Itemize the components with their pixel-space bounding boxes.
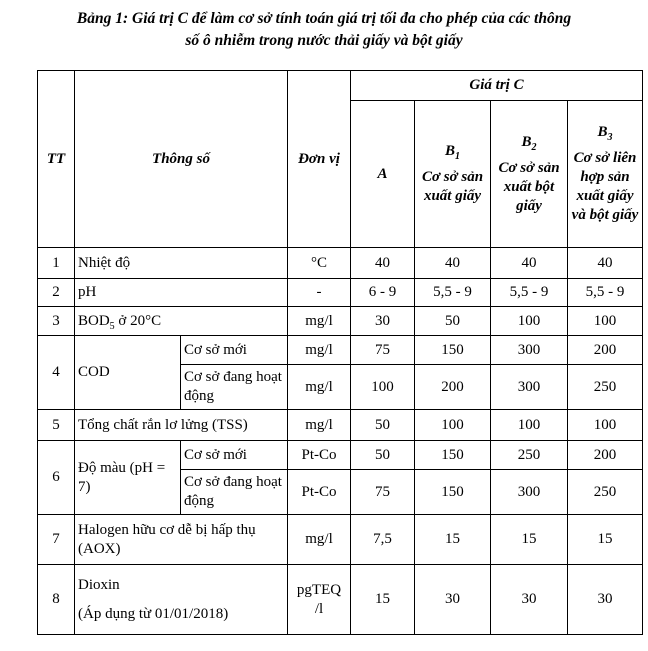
header-b2-desc: Cơ sở sản xuất bột giấy <box>498 159 560 214</box>
table-row: 7 Halogen hữu cơ dễ bị hấp thụ (AOX) mg/l 7,5 15 15 15 <box>38 515 643 565</box>
header-row-1 <box>38 71 643 101</box>
dioxin-param: Dioxin (Áp dụng từ 01/01/2018) <box>75 565 288 635</box>
bod5-param: $BOD_5$ ở 20°C <box>75 307 288 336</box>
caption-line-2: số ô nhiễm trong nước thải giấy và bột giấy <box>185 32 463 49</box>
header-tt: TT <box>38 71 75 248</box>
table-caption <box>0 8 648 52</box>
caption-line-1: Bảng 1: Giá trị C để làm cơ sở tính toán giá trị tối đa cho phép của các thông <box>76 10 572 27</box>
dioxin-unit: pgTEQ /l <box>288 565 351 635</box>
table-row: 5 Tổng chất rắn lơ lửng (TSS) mg/l 50 100 100 100 <box>38 410 643 441</box>
table-row: 1 Nhiệt độ °C 40 40 40 40 <box>38 248 643 279</box>
table-row: Cơ sở đang hoạt động Pt-Co 75 150 300 250 <box>38 470 643 515</box>
header-b3-desc: Cơ sở liên hợp sản xuất giấy và bột giấy <box>571 150 639 223</box>
header-b3: $B_3$ Cơ sở liên hợp sản xuất giấy và bột giấy <box>568 101 643 248</box>
header-a: A <box>351 101 415 248</box>
table-row: 8 Dioxin (Áp dụng từ 01/01/2018) pgTEQ /l 15 30 30 30 <box>38 565 643 635</box>
header-c-value: Giá trị C <box>351 71 643 101</box>
table-row: 4 COD Cơ sở mới mg/l 75 150 300 200 <box>38 336 643 365</box>
header-b1: $B_1$ Cơ sở sản xuất giấy <box>415 101 491 248</box>
header-b1-desc: Cơ sở sản xuất giấy <box>421 169 484 204</box>
pollutant-c-value-table <box>37 70 643 635</box>
header-b2: $B_2$ Cơ sở sản xuất bột giấy <box>491 101 568 248</box>
table-row: Cơ sở đang hoạt động mg/l 100 200 300 250 <box>38 365 643 410</box>
table-row: 2 pH - 6 - 9 5,5 - 9 5,5 - 9 5,5 - 9 <box>38 279 643 307</box>
header-unit: Đơn vị <box>288 71 351 248</box>
header-param: Thông số <box>75 71 288 248</box>
table-row: 3 $BOD_5$ ở 20°C mg/l 30 50 100 100 <box>38 307 643 336</box>
table-row: 6 Độ màu (pH = 7) Cơ sở mới Pt-Co 50 150 250 200 <box>38 441 643 470</box>
